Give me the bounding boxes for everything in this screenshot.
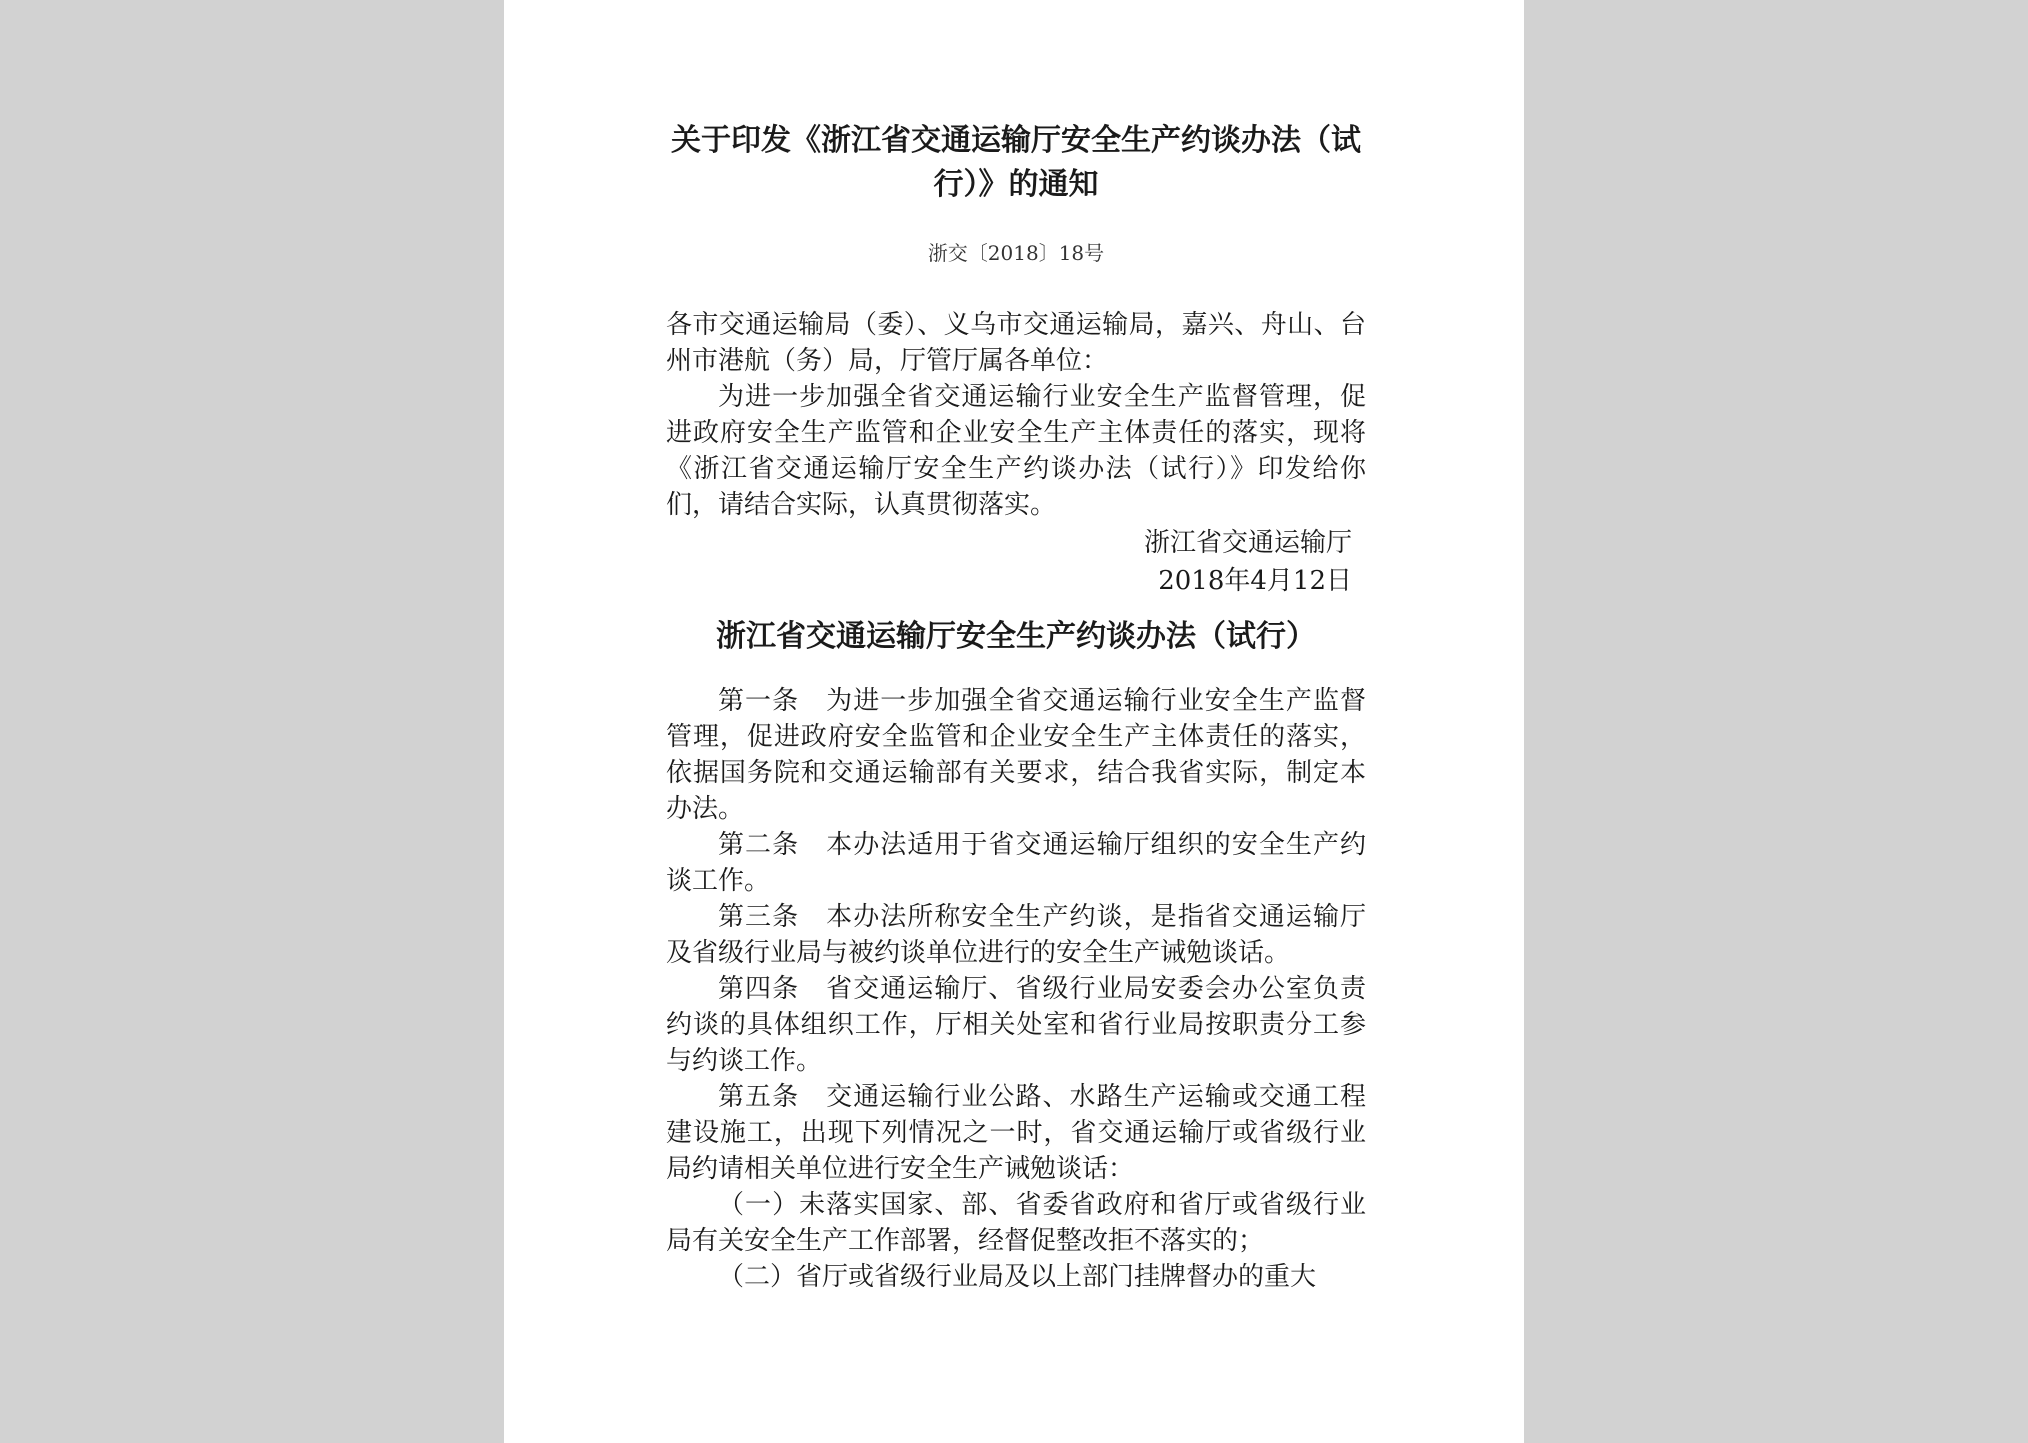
article-5-item-2: （二）省厅或省级行业局及以上部门挂牌督办的重大 (718, 1262, 1317, 1292)
article-5-item-1: （一）未落实国家、部、省委省政府和省厅或省级行业局有关安全生产工作部署，经督促整改拒不落实的； (666, 1190, 1366, 1256)
issuer-name: 浙江省交通运输厅 (1143, 528, 1352, 558)
article-1: 第一条 为进一步加强全省交通运输行业安全生产监督管理，促进政府安全监管和企业安全生产主体责任的落实，依据国务院和交通运输部有关要求，结合我省实际，制定本办法。 (666, 686, 1366, 824)
notice-body: 为进一步加强全省交通运输行业安全生产监督管理，促进政府安全生产监管和企业安全生产主体责任的落实，现将《浙江省交通运输厅安全生产约谈办法（试行）》印发给你们，请结合实际，认真贯彻落实。 (666, 382, 1366, 520)
article-4: 第四条 省交通运输厅、省级行业局安委会办公室负责约谈的具体组织工作，厅相关处室和省行业局按职责分工参与约谈工作。 (666, 974, 1366, 1076)
article-3: 第三条 本办法所称安全生产约谈，是指省交通运输厅及省级行业局与被约谈单位进行的安全生产诫勉谈话。 (666, 902, 1366, 968)
document-number: 浙交〔2018〕18号 (927, 241, 1105, 265)
salutation: 各市交通运输局（委）、义乌市交通运输局，嘉兴、舟山、台州市港航（务）局，厅管厅属各单位： (666, 310, 1366, 376)
article-5: 第五条 交通运输行业公路、水路生产运输或交通工程建设施工，出现下列情况之一时，省交通运输厅或省级行业局约请相关单位进行安全生产诫勉谈话： (666, 1082, 1366, 1184)
measures-title: 浙江省交通运输厅安全生产约谈办法（试行） (716, 619, 1316, 654)
document-content (666, 119, 1366, 1295)
article-2: 第二条 本办法适用于省交通运输厅组织的安全生产约谈工作。 (666, 830, 1366, 896)
issue-date: 2018年4月12日 (1158, 566, 1352, 596)
document-page (504, 0, 1524, 1443)
notice-title: 关于印发《浙江省交通运输厅安全生产约谈办法（试行）》的通知 (671, 123, 1361, 202)
